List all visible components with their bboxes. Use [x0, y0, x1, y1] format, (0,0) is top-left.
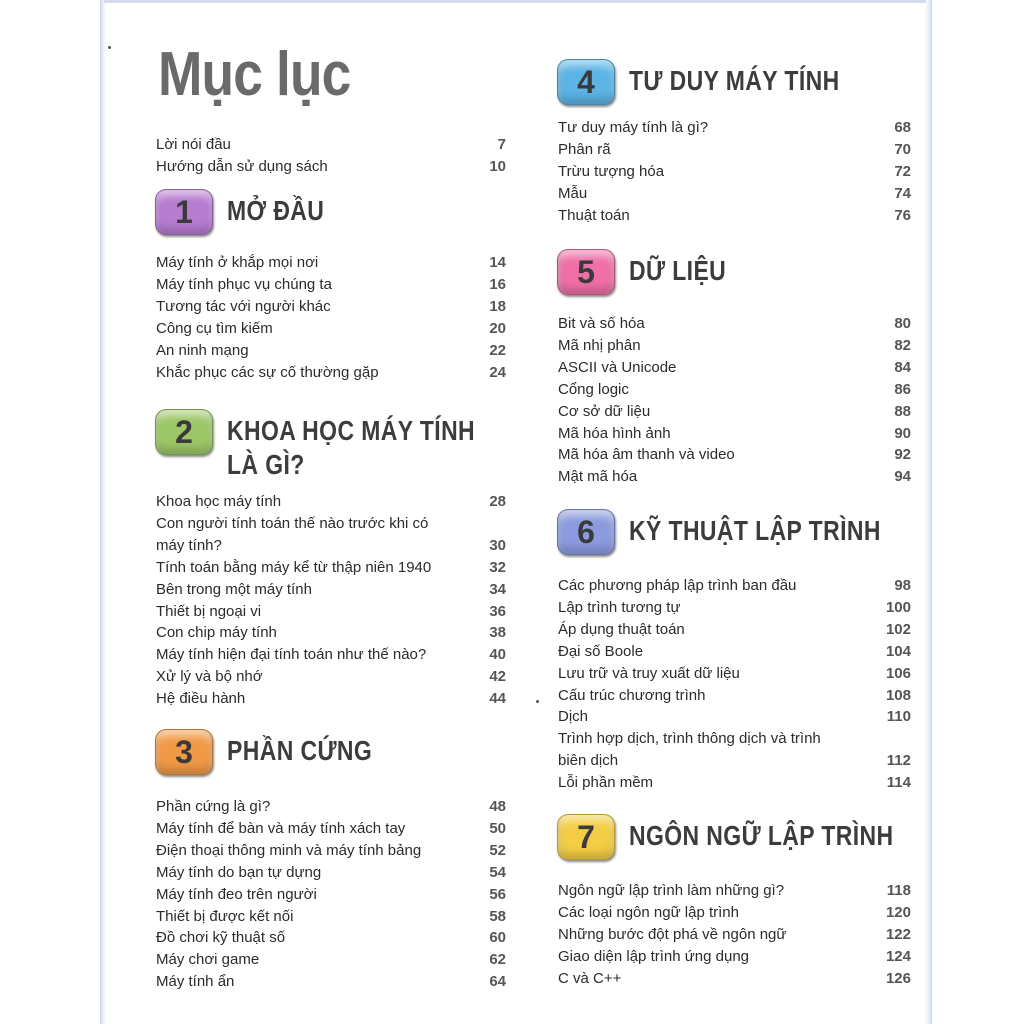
chapter-heading — [155, 189, 346, 235]
toc-entry — [156, 905, 506, 927]
toc-entry — [156, 133, 506, 155]
toc-entry — [558, 749, 911, 771]
right-margin — [928, 0, 1024, 1024]
page-top-edge — [104, 0, 926, 3]
spine-area — [0, 0, 104, 1024]
toc-entry — [558, 160, 911, 182]
toc-entry-page: 82 — [894, 336, 911, 354]
chapter-number-badge: 2 — [155, 409, 213, 455]
toc-entry-label: Tương tác với người khác — [156, 297, 331, 315]
toc-entry — [558, 378, 911, 400]
toc-entry-page: 106 — [885, 664, 911, 682]
toc-entry-page: 34 — [489, 580, 506, 598]
toc-entry — [558, 138, 911, 160]
chapter-heading — [557, 814, 952, 860]
toc-entry — [156, 600, 506, 622]
toc-entry-page: 100 — [885, 598, 911, 616]
toc-entry — [558, 967, 911, 989]
chapter-title: DỮ LIỆU — [629, 255, 727, 286]
toc-entry-page: 14 — [489, 253, 506, 271]
toc-entry — [156, 534, 506, 556]
toc-entry-page: 64 — [489, 972, 506, 990]
toc-entry — [558, 879, 911, 901]
toc-entry — [156, 970, 506, 992]
toc-entry-label: Máy tính đeo trên người — [156, 885, 317, 903]
toc-entry-label: Cơ sở dữ liệu — [558, 402, 651, 420]
toc-entry-page: 102 — [885, 620, 911, 638]
toc-entry — [558, 116, 911, 138]
toc-entry-page: 40 — [489, 645, 506, 663]
toc-entry — [156, 339, 506, 361]
spine-edge — [100, 0, 106, 1024]
toc-entry-label: Khắc phục các sự cố thường gặp — [156, 363, 379, 381]
toc-entry-page: 108 — [885, 686, 911, 704]
toc-entry-page: 44 — [489, 689, 506, 707]
toc-entry-label: Tư duy máy tính là gì? — [558, 118, 709, 136]
toc-entry-label: Xử lý và bộ nhớ — [156, 667, 263, 685]
toc-entry-page: 126 — [885, 969, 911, 987]
chapter-heading — [557, 509, 936, 555]
toc-entry — [558, 574, 911, 596]
toc-entry-page: 84 — [894, 358, 911, 376]
toc-entry-page: 90 — [894, 424, 911, 442]
toc-entry — [156, 155, 506, 177]
page-title: Mục lục — [158, 40, 351, 109]
toc-entry — [156, 273, 506, 295]
toc-entry — [558, 923, 911, 945]
toc-entry — [156, 926, 506, 948]
toc-entry-page: 94 — [894, 467, 911, 485]
toc-entry-label: Mã hóa hình ảnh — [558, 424, 671, 442]
chapter-number-badge: 7 — [557, 814, 615, 860]
toc-entry — [558, 684, 911, 706]
toc-entry-page: 42 — [489, 667, 506, 685]
toc-entry — [156, 556, 506, 578]
toc-entry — [558, 727, 911, 749]
toc-entry-page: 48 — [489, 797, 506, 815]
toc-entry-label: Máy tính ở khắp mọi nơi — [156, 253, 319, 271]
toc-entry-label: Các phương pháp lập trình ban đầu — [558, 576, 797, 594]
toc-entry-label: Tính toán bằng máy kể từ thập niên 1940 — [156, 558, 432, 576]
toc-entry — [558, 356, 911, 378]
toc-entry-label: C và C++ — [558, 969, 622, 987]
toc-entry-label: Trình hợp dịch, trình thông dịch và trình — [558, 729, 821, 747]
scan-speck — [108, 46, 111, 49]
toc-entry-page: 60 — [489, 928, 506, 946]
toc-entry-page: 92 — [894, 445, 911, 463]
chapter-number-badge: 5 — [557, 249, 615, 295]
toc-entry-label: Máy tính do bạn tự dựng — [156, 863, 322, 881]
toc-entry-label: Các loại ngôn ngữ lập trình — [558, 903, 739, 921]
chapter-number-badge: 1 — [155, 189, 213, 235]
toc-entry-label: Phân rã — [558, 140, 611, 158]
toc-entry — [156, 839, 506, 861]
chapter-heading — [155, 729, 404, 775]
toc-entry-page: 54 — [489, 863, 506, 881]
toc-entry — [156, 883, 506, 905]
toc-entry — [156, 317, 506, 339]
toc-entry-label: Dịch — [558, 707, 589, 725]
toc-entry — [156, 665, 506, 687]
toc-entry-label: Thiết bị ngoại vi — [156, 602, 262, 620]
toc-entry — [558, 422, 911, 444]
toc-entry — [558, 465, 911, 487]
toc-entry-label: Máy tính hiện đại tính toán như thế nào? — [156, 645, 427, 663]
toc-entry-label: máy tính? — [156, 536, 222, 554]
toc-entry — [156, 251, 506, 273]
toc-entry-page: 80 — [894, 314, 911, 332]
chapter-title: PHẦN CỨNG — [227, 735, 373, 766]
toc-entry-label: Cổng logic — [558, 380, 629, 398]
toc-entry-label: Mẫu — [558, 184, 588, 202]
toc-entry-label: Phần cứng là gì? — [156, 797, 271, 815]
chapter-heading — [557, 249, 748, 295]
toc-entry-page: 38 — [489, 623, 506, 641]
toc-entry-page: 56 — [489, 885, 506, 903]
toc-entry-label: Lời nói đầu — [156, 135, 231, 153]
toc-entry-label: Cấu trúc chương trình — [558, 686, 706, 704]
toc-entry-page: 32 — [489, 558, 506, 576]
toc-entry-label: Ngôn ngữ lập trình làm những gì? — [558, 881, 785, 899]
chapter-title: KỸ THUẬT LẬP TRÌNH — [629, 515, 881, 546]
toc-entry-label: Máy tính ẩn — [156, 972, 235, 990]
toc-entry — [156, 621, 506, 643]
toc-entry — [558, 204, 911, 226]
toc-entry-label: Công cụ tìm kiếm — [156, 319, 273, 337]
toc-entry — [558, 901, 911, 923]
toc-entry — [558, 618, 911, 640]
chapter-title: TƯ DUY MÁY TÍNH — [629, 65, 840, 96]
toc-entry — [558, 312, 911, 334]
toc-entry-label: Mật mã hóa — [558, 467, 638, 485]
toc-entry-label: Bên trong một máy tính — [156, 580, 312, 598]
toc-entry-label: Lỗi phần mềm — [558, 773, 654, 791]
toc-entry — [558, 945, 911, 967]
toc-entry-label: Máy tính để bàn và máy tính xách tay — [156, 819, 406, 837]
toc-entry — [558, 443, 911, 465]
toc-entry-page: 118 — [886, 881, 911, 899]
toc-entry — [156, 512, 506, 534]
toc-entry-label: An ninh mạng — [156, 341, 249, 359]
chapter-number-badge: 3 — [155, 729, 213, 775]
toc-entry-page: 16 — [489, 275, 506, 293]
toc-entry-label: biên dịch — [558, 751, 619, 769]
toc-entry-label: Con chip máy tính — [156, 623, 277, 641]
toc-entry-label: Điện thoại thông minh và máy tính bảng — [156, 841, 422, 859]
toc-entry-page: 58 — [489, 907, 506, 925]
toc-entry-label: Máy chơi game — [156, 950, 260, 968]
toc-entry-page: 18 — [489, 297, 506, 315]
toc-entry — [558, 705, 911, 727]
chapter-number-badge: 4 — [557, 59, 615, 105]
toc-entry-label: Hệ điều hành — [156, 689, 246, 707]
toc-entry-page: 24 — [489, 363, 506, 381]
toc-entry-page: 88 — [894, 402, 911, 420]
chapter-heading — [155, 409, 530, 482]
toc-entry — [156, 795, 506, 817]
toc-entry-label: Áp dụng thuật toán — [558, 620, 685, 638]
toc-entry — [156, 948, 506, 970]
chapter-title: NGÔN NGỮ LẬP TRÌNH — [629, 820, 894, 851]
chapter-heading — [557, 59, 886, 105]
toc-entry — [558, 640, 911, 662]
toc-entry — [156, 578, 506, 600]
toc-entry-page: 7 — [497, 135, 506, 153]
toc-entry-label: Những bước đột phá về ngôn ngữ — [558, 925, 787, 943]
toc-entry-label: Khoa học máy tính — [156, 492, 282, 510]
toc-entry-label: Máy tính phục vụ chúng ta — [156, 275, 332, 293]
toc-entry-label: Lưu trữ và truy xuất dữ liệu — [558, 664, 740, 682]
chapter-number-badge: 6 — [557, 509, 615, 555]
toc-entry-page: 70 — [894, 140, 911, 158]
toc-entry-page: 50 — [489, 819, 506, 837]
toc-entry-label: Mã nhị phân — [558, 336, 641, 354]
toc-entry-page: 28 — [489, 492, 506, 510]
toc-entry — [156, 643, 506, 665]
toc-entry-page: 36 — [489, 602, 506, 620]
toc-entry-page: 68 — [894, 118, 911, 136]
toc-entry-label: Hướng dẫn sử dụng sách — [156, 157, 328, 175]
toc-entry-page: 76 — [894, 206, 911, 224]
toc-entry — [558, 662, 911, 684]
toc-entry-page: 98 — [894, 576, 911, 594]
chapter-title: KHOA HỌC MÁY TÍNH LÀ GÌ? — [227, 415, 476, 480]
toc-entry — [558, 334, 911, 356]
toc-entry — [156, 861, 506, 883]
toc-entry-label: Thuật toán — [558, 206, 630, 224]
toc-entry-page: 120 — [885, 903, 911, 921]
toc-entry-page: 20 — [489, 319, 506, 337]
toc-entry-page: 110 — [886, 707, 911, 725]
toc-entry-page: 62 — [489, 950, 506, 968]
toc-entry-page: 124 — [885, 947, 911, 965]
scan-speck — [536, 700, 539, 703]
toc-entry-label: Đồ chơi kỹ thuật số — [156, 928, 286, 946]
toc-entry-page: 104 — [885, 642, 911, 660]
toc-entry — [156, 687, 506, 709]
toc-entry — [558, 182, 911, 204]
toc-entry-page: 52 — [489, 841, 506, 859]
toc-entry-label: ASCII và Unicode — [558, 358, 677, 376]
toc-entry-label: Thiết bị được kết nối — [156, 907, 294, 925]
toc-entry-page: 72 — [894, 162, 911, 180]
toc-entry — [156, 295, 506, 317]
toc-entry-label: Trừu tượng hóa — [558, 162, 665, 180]
toc-entry — [156, 490, 506, 512]
toc-entry-page: 122 — [885, 925, 911, 943]
toc-entry-label: Lập trình tương tự — [558, 598, 681, 616]
toc-entry-page: 86 — [894, 380, 911, 398]
toc-entry-page: 30 — [489, 536, 506, 554]
toc-entry — [156, 817, 506, 839]
chapter-title: MỞ ĐẦU — [227, 195, 325, 226]
toc-entry — [156, 361, 506, 383]
toc-entry-label: Mã hóa âm thanh và video — [558, 445, 735, 463]
toc-entry — [558, 771, 911, 793]
toc-entry-page: 112 — [886, 751, 911, 769]
toc-entry — [558, 596, 911, 618]
toc-entry-page: 10 — [489, 157, 506, 175]
toc-entry-page: 22 — [489, 341, 506, 359]
toc-entry-label: Giao diện lập trình ứng dụng — [558, 947, 750, 965]
toc-entry-label: Đại số Boole — [558, 642, 644, 660]
toc-entry — [558, 400, 911, 422]
toc-entry-label: Con người tính toán thế nào trước khi có — [156, 514, 429, 532]
toc-entry-page: 74 — [894, 184, 911, 202]
toc-entry-label: Bit và số hóa — [558, 314, 645, 332]
toc-entry-page: 114 — [886, 773, 911, 791]
